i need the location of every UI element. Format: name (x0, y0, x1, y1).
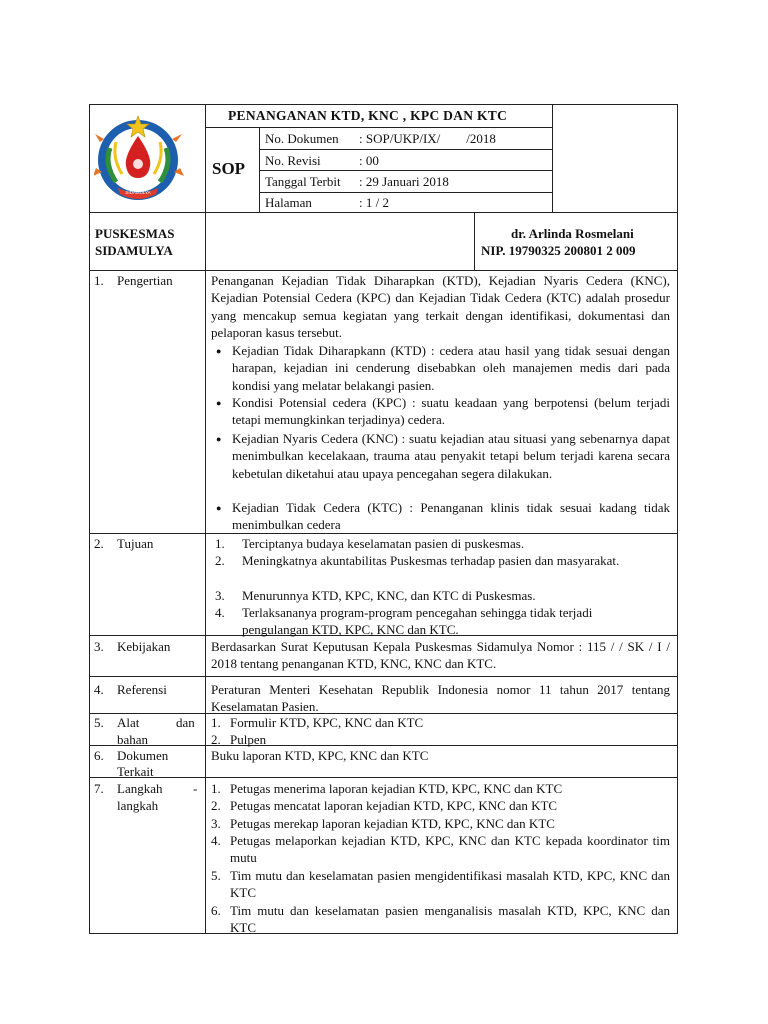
list-number: 6. (211, 903, 221, 918)
referensi-text: Peraturan Menteri Kesehatan Republik Indonesia nomor 11 tahun 2017 tentang Keselamatan Pasien. (211, 682, 670, 715)
list-number: 2. (211, 798, 221, 813)
list-number: 5. (211, 868, 221, 883)
section-label-terkait: Terkait (117, 764, 154, 779)
section-label-langkah-2: langkah (117, 798, 159, 813)
meta-value-tanggal-terbit: : 29 Januari 2018 (359, 174, 449, 189)
pengertian-bullet-knc: Kejadian Nyaris Cedera (KNC) : suatu kejadian atau situasi yang sebenarnya dapat menimbulkan kecelakaan, trauma atau penyakit tetapi belum terjadi karena secara kebetulan diketahui atau upaya pencegahan segera dilakukan. (232, 431, 670, 481)
signer-name: dr. Arlinda Rosmelani (511, 226, 634, 241)
langkah-item: Petugas mencatat laporan kejadian KTD, KPC, KNC dan KTC (230, 798, 558, 813)
section-label-dokumen: Dokumen (117, 748, 169, 763)
tujuan-item: Terciptanya budaya keselamatan pasien di puskesmas. (242, 536, 525, 551)
langkah-item: Petugas merekap laporan kejadian KTD, KPC, KNC dan KTC (230, 816, 555, 831)
pengertian-bullet-kpc: Kondisi Potensial cedera (KPC) : suatu keadaan yang berpotensi (belum terjadi tetapi memungkinkan terjadinya) cedera. (232, 395, 670, 428)
langkah-item: Tim mutu dan keselamatan pasien menganalisis masalah KTD, KPC, KNC dan KTC (230, 903, 670, 936)
list-number: 2. (211, 732, 221, 747)
section-label-dan: dan (176, 715, 195, 730)
list-number: 3. (211, 816, 221, 831)
tujuan-item: Terlaksananya program-program pencegahan sehingga tidak terjadi pengulangan KTD, KPC, KNC dan KTC. (242, 605, 593, 638)
langkah-item: Petugas melaporkan kejadian KTD, KPC, KNC dan KTC kepada koordinator tim mutu (230, 833, 670, 866)
tujuan-item: Menurunnya KTD, KPC, KNC, dan KTC di Puskesmas. (242, 588, 536, 603)
pengertian-bullet-ktc: Kejadian Tidak Cedera (KTC) : Penanganan klinis tidak sesuai kadang tidak menimbulkan cedera (232, 500, 670, 533)
alat-item: Formulir KTD, KPC, KNC dan KTC (230, 715, 424, 730)
langkah-item: Petugas menerima laporan kejadian KTD, KPC, KNC dan KTC (230, 781, 563, 796)
list-number: 1. (215, 536, 225, 551)
bullet-dot: ● (216, 398, 222, 408)
bullet-dot: ● (216, 503, 222, 513)
list-number: 4. (211, 833, 221, 848)
org-name-line2: SIDAMULYA (95, 243, 173, 258)
section-label-tujuan: Tujuan (117, 536, 154, 551)
meta-value-no-revisi: : 00 (359, 153, 379, 168)
list-number: 3. (215, 588, 225, 603)
list-number: 2. (215, 553, 225, 568)
bullet-dot: ● (216, 434, 222, 444)
pengertian-bullet-ktd: Kejadian Tidak Diharapkann (KTD) : cedera atau hasil yang tidak sesuai dengan harapan, kejadian ini cenderung disebabkan oleh manajemen medis dari pada kondisi yang melatar belakangi pasien. (232, 343, 670, 393)
langkah-item: Tim mutu dan keselamatan pasien mengidentifikasi masalah KTD, KPC, KNC dan KTC (230, 868, 670, 901)
document-title: PENANGANAN KTD, KNC , KPC DAN KTC (228, 108, 508, 123)
svg-text:SIDAMULYA: SIDAMULYA (125, 190, 151, 195)
puskesmas-logo (94, 108, 186, 208)
pengertian-intro: Penanganan Kejadian Tidak Diharapkan (KTD), Kejadian Nyaris Cedera (KNC), Kejadian Potensial Cedera (KPC) dan Kejadian Tidak Cedera (KTC) adalah prosedur yang mencakup semua kegiatan yang terkait dengan identifikasi, dokumentasi dan pelaporan kasus tersebut. (211, 273, 670, 340)
section-number: 6. (94, 748, 104, 763)
section-number: 4. (94, 682, 104, 697)
section-number: 7. (94, 781, 104, 796)
section-label-langkah: Langkah (117, 781, 163, 796)
section-label-bahan: bahan (117, 732, 149, 747)
meta-label-tanggal-terbit: Tanggal Terbit (265, 174, 341, 189)
list-number: 1. (211, 715, 221, 730)
section-label-referensi: Referensi (117, 682, 167, 697)
list-number: 4. (215, 605, 225, 620)
section-label-alat: Alat (117, 715, 140, 730)
sop-label: SOP (212, 159, 246, 178)
section-number: 2. (94, 536, 104, 551)
meta-label-no-revisi: No. Revisi (265, 153, 321, 168)
meta-label-no-dokumen: No. Dokumen (265, 131, 339, 146)
section-label-kebijakan: Kebijakan (117, 639, 171, 654)
meta-label-halaman: Halaman (265, 195, 312, 210)
meta-value-halaman: : 1 / 2 (359, 195, 389, 210)
section-label-pengertian: Pengertian (117, 273, 173, 288)
tujuan-item: Meningkatnya akuntabilitas Puskesmas terhadap pasien dan masyarakat. (242, 553, 620, 568)
dokumen-text: Buku laporan KTD, KPC, KNC dan KTC (211, 748, 429, 763)
signer-nip: NIP. 19790325 200801 2 009 (481, 243, 636, 258)
list-number: 1. (211, 781, 221, 796)
meta-value-no-dokumen: : SOP/UKP/IX/ /2018 (359, 131, 496, 146)
org-name-line1: PUSKESMAS (95, 226, 175, 241)
kebijakan-text: Berdasarkan Surat Keputusan Kepala Puskesmas Sidamulya Nomor : 115 / / SK / I / 2018 tentang penanganan KTD, KNC, KNC dan KTC. (211, 639, 670, 672)
bullet-dot: ● (216, 346, 222, 356)
section-number: 3. (94, 639, 104, 654)
section-number: 5. (94, 715, 104, 730)
alat-item: Pulpen (230, 732, 267, 747)
section-label-dash: - (193, 781, 198, 796)
section-number: 1. (94, 273, 104, 288)
